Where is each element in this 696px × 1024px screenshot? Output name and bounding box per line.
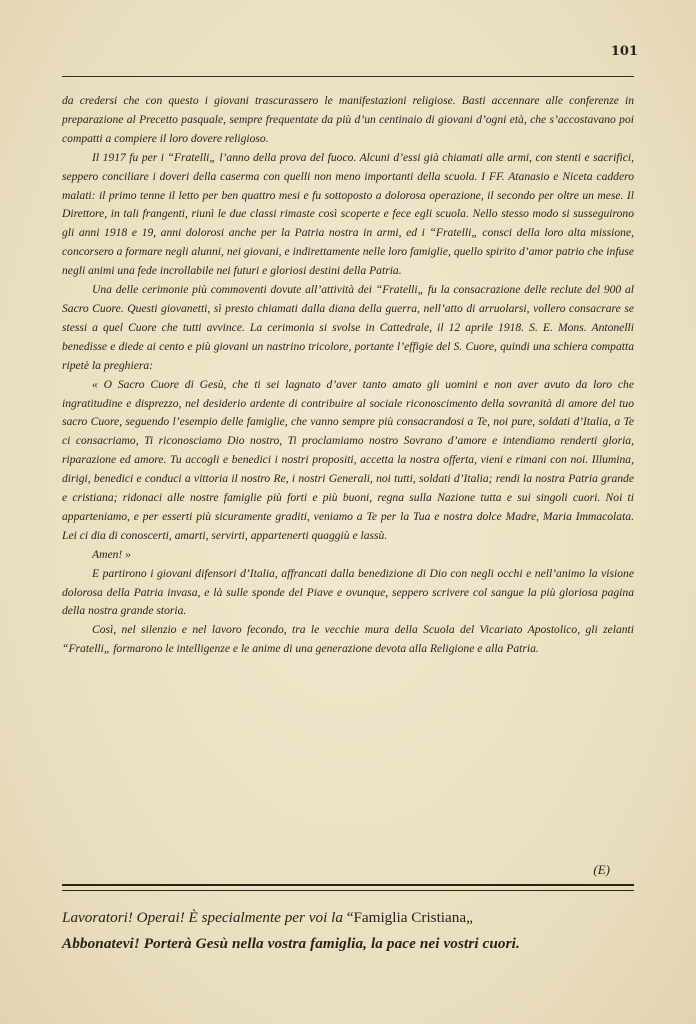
- paragraph: da credersi che con questo i giovani trascurassero le manifestazioni religiose. Basti accennare alle conferenze in preparazione al Precetto pasquale, sempre frequentate da più d’un centinaio di giovani d’ogni età, che s’accostavano poi compatti a compiere il loro dovere religioso.: [62, 94, 634, 145]
- header-rule: [62, 76, 634, 77]
- ad-line-1-prefix: Lavoratori! Operai! È specialmente per voi la: [62, 909, 347, 926]
- paragraph: Il 1917 fu per i “Fratelli„ l’anno della prova del fuoco. Alcuni d’essi già chiamati alle armi, con stenti e sacrifici, seppero conciliare i doveri della caserma con quelli non meno importanti della scuola. I FF. Atanasio e Niceta caddero malati: il primo tenne il letto per ben quattro mesi e fu sottoposto a dolorosa operazione, il secondo per oltre un mese. Il Direttore, in tali frangenti, riunì le due classi rimaste così scoperte e fece egli scuola. Nello stesso modo si susseguirono gli anni 1918 e 19, anni dolorosi anche per la Patria nostra in armi, ed i “Fratelli„ consci della loro alta missione, concorsero a formare negli alunni, nei giovani, e indirettamente nelle loro famiglie, quello spirito d’amor patrio che infuse negli animi una fede incrollabile nei futuri e gloriosi destini della Patria.: [62, 150, 634, 278]
- prayer-amen: Amen! »: [92, 547, 131, 561]
- article-body: [62, 92, 634, 659]
- footer-double-rule: [62, 884, 634, 891]
- page-number: 101: [610, 44, 638, 59]
- advertisement: [62, 905, 642, 957]
- ad-line-2: Abbonatevi! Porterà Gesù nella vostra famiglia, la pace nei vostri cuori.: [62, 935, 520, 952]
- author-signature: (E): [593, 862, 610, 877]
- ad-brand-name: “Famiglia Cristiana„: [346, 909, 473, 926]
- paragraph: E partirono i giovani difensori d’Italia, affrancati dalla benedizione di Dio con negli occhi e nell’animo la visione dolorosa della Patria invasa, e là sulle sponde del Piave e ovunque, seppero scrivere col sangue la più gloriosa pagina della nostra grande storia.: [62, 566, 634, 618]
- paragraph: Così, nel silenzio e nel lavoro fecondo, tra le vecchie mura della Scuola del Vicariato Apostolico, gli zelanti “Fratelli„ formarono le intelligenze e le anime di una generazione devota alla Religione e alla Patria.: [62, 623, 634, 656]
- paragraph: Una delle cerimonie più commoventi dovute all’attività dei “Fratelli„ fu la consacrazione delle reclute del 900 al Sacro Cuore. Questi giovanetti, sì presto chiamati dalla diana della guerra, nell’atto di arruolarsi, vollero consacrare se stessi a quel Cuore che tutti avvince. La cerimonia si svolse in Cattedrale, il 12 aprile 1918. S. E. Mons. Antonelli benedisse e diede ai cento e più giovani un nastrino tricolore, portante l’effigie del S. Cuore, quindi una schiera compatta ripetè la preghiera:: [62, 283, 634, 372]
- ad-line-1: [62, 905, 642, 931]
- prayer-quote: « O Sacro Cuore di Gesù, che ti sei lagnato d’aver tanto amato gli uomini e non aver avuto da loro che ingratitudine e disprezzo, nel desiderio ardente di contribuire al sociale riconoscimento della sovranità di amore del tuo sacro Cuore, seguendo l’esempio delle famiglie, che vanno sempre più consacrandosi a Te, noi pure, soldati d’Italia, a Te ci consacriamo, Ti riconosciamo Dio nostro, Ti proclamiamo nostro Sovrano d’amore e intendiamo renderti gloria, riparazione ed amore. Tu accogli e benedici i nostri propositi, accetta la nostra offerta, vieni e rimani con noi. Illumina, dirigi, benedici e conduci a vittoria il nostro Re, i nostri Generali, noi tutti, soldati d’Italia; rendi la nostra Patria grande e cristiana; ridonaci alle nostre famiglie più forti e più buoni, regna sulla Nazione tutta e sui singoli cuori. Noi ti apparteniamo, e per esserti più sicuramente graditi, veniamo a Te per la Tua e nostra dolce Madre, Maria Immacolata. Lei ci dia di conoscerti, amarti, servirti, appartenerti quaggiù e lassù.: [62, 377, 634, 542]
